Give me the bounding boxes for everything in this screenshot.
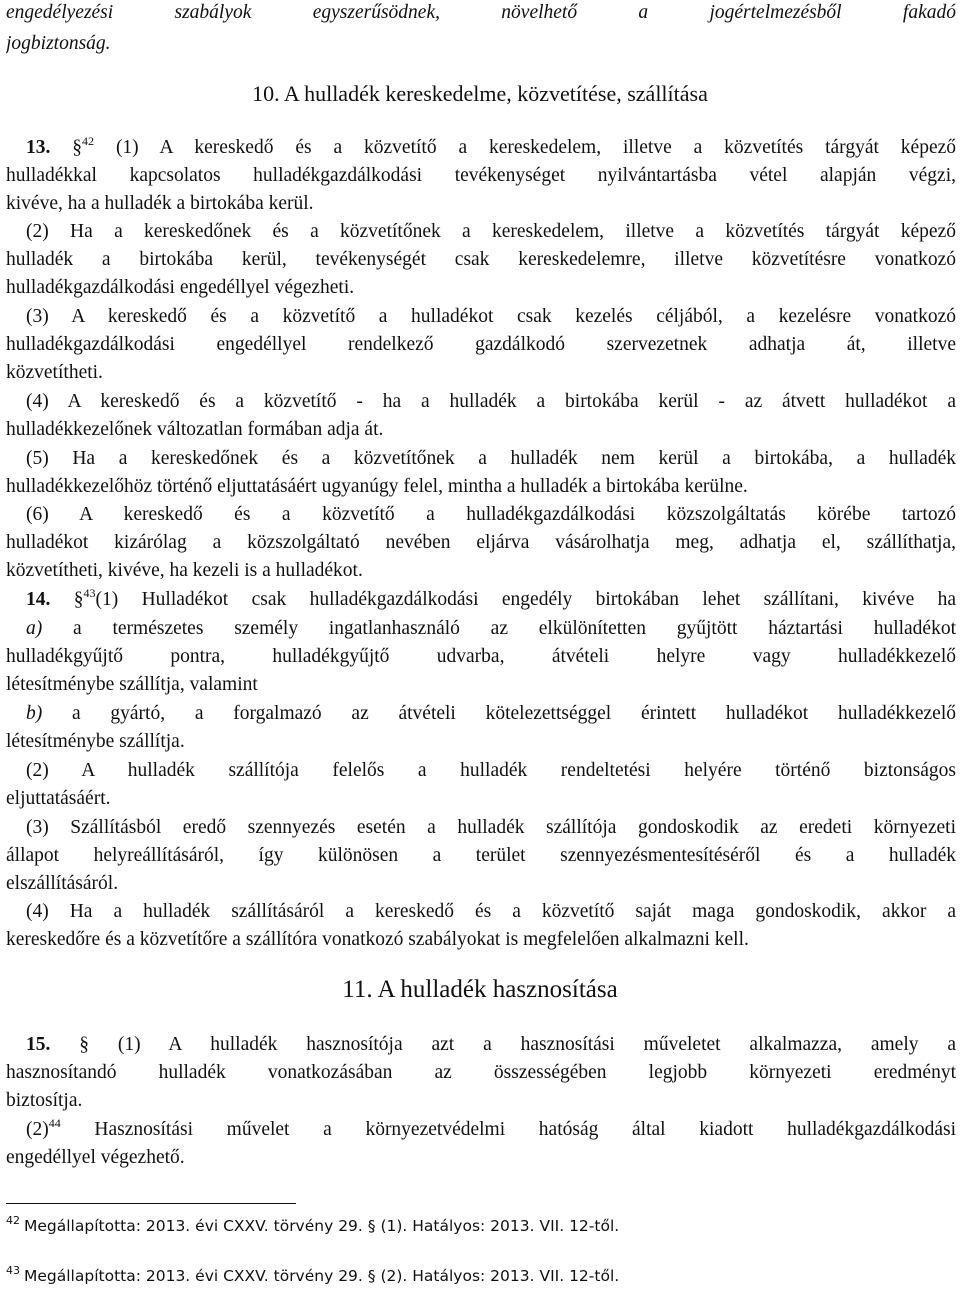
footnote-ref-43[interactable]: 43 xyxy=(83,587,96,600)
s15-p2-text: Hasznosítási művelet a környezetvédelmi hatóság által kiadott hulladékgazdálkodási xyxy=(94,1119,956,1140)
chapter-11-heading: 11. A hulladék hasznosítása xyxy=(342,976,618,1003)
s14-a-line-3: létesítménybe szállítja, valamint xyxy=(6,674,258,695)
s14-b-line-1 xyxy=(26,701,956,727)
carryover-line-1: engedélyezési szabályok egyszerűsödnek, növelhető a jogértelmezésből fakadó xyxy=(6,2,956,23)
s14-a-line-2: hulladékgyűjtő pontra, hulladékgyűjtő udvarba, átvételi helyre vagy hulladékkezelő xyxy=(6,646,956,667)
s15-p1-line-1 xyxy=(26,1032,956,1058)
s15-p1-line-2: hasznosítandó hulladék vonatkozásában az összességében legjobb környezeti eredményt xyxy=(6,1062,956,1083)
footnote-43 xyxy=(6,1266,956,1286)
s13-p6-line-2: hulladékot kizárólag a közszolgáltató nevében eljárva vásárolhatja meg, adhatja el, szállíthatja, xyxy=(6,532,956,553)
footnote-42 xyxy=(6,1216,956,1236)
s14-p2-line-1: (2) A hulladék szállítója felelős a hulladék rendeltetési helyére történő biztonságos xyxy=(26,760,956,781)
s13-p1-line-2: hulladékkal kapcsolatos hulladékgazdálkodási tevékenységet nyilvántartásba vétel alapján végzi, xyxy=(6,165,956,186)
footnote-ref-44[interactable]: 44 xyxy=(48,1117,61,1130)
s13-p1-text: (1) A kereskedő és a közvetítő a kereskedelem, illetve a közvetítés tárgyát képező xyxy=(115,137,956,158)
s15-p1-text: (1) A hulladék hasznosítója azt a hasznosítási műveletet alkalmazza, amely a xyxy=(117,1034,956,1055)
footnote-text: Megállapította: 2013. évi CXXV. törvény 29. § (1). Hatályos: 2013. VII. 12-től. xyxy=(24,1217,620,1235)
s13-p1-line-1 xyxy=(26,135,956,161)
s13-p6-line-3: közvetítheti, kivéve, ha kezeli is a hulladékot. xyxy=(6,560,363,581)
section-sign: § xyxy=(73,589,84,610)
s13-p4-line-1: (4) A kereskedő és a közvetítő - ha a hulladék a birtokába kerül - az átvett hulladékot a xyxy=(26,391,956,412)
s14-p3-line-3: elszállításáról. xyxy=(6,873,119,894)
s15-p2-line-2: engedéllyel végezhető. xyxy=(6,1147,185,1168)
s13-p5-line-2: hulladékkezelőhöz történő eljuttatásáért ugyanúgy felel, mintha a hulladék a birtokába kerülne. xyxy=(6,476,748,497)
s13-p2-line-1: (2) Ha a kereskedőnek és a közvetítőnek a kereskedelem, illetve a közvetítés tárgyát képező xyxy=(26,221,956,242)
chapter-10-heading: 10. A hulladék kereskedelme, közvetítése, szállítása xyxy=(252,81,708,106)
s13-p3-line-2: hulladékgazdálkodási engedéllyel rendelkező gazdálkodó szervezetnek adhatja át, illetve xyxy=(6,334,956,355)
s15-p2-line-1 xyxy=(26,1117,956,1143)
s14-number: 14. xyxy=(26,589,51,610)
s14-p1-text: (1) Hulladékot csak hulladékgazdálkodási engedély birtokában lehet szállítani, kivéve ha xyxy=(95,589,956,610)
s14-p3-line-1: (3) Szállításból eredő szennyezés esetén a hulladék szállítója gondoskodik az eredeti környezeti xyxy=(26,817,956,838)
item-b-text: a gyártó, a forgalmazó az átvételi kötelezettséggel érintett hulladékot hulladékkezelő xyxy=(72,703,956,724)
s14-p4-line-1: (4) Ha a hulladék szállításáról a kereskedő és a közvetítő saját maga gondoskodik, akkor a xyxy=(26,901,956,922)
s14-p3-line-2: állapot helyreállításáról, így különösen a terület szennyezésmentesítéséről és a hulladék xyxy=(6,845,956,866)
footnote-ref-42[interactable]: 42 xyxy=(82,135,95,148)
s13-p2-line-3: hulladékgazdálkodási engedéllyel végezheti. xyxy=(6,277,355,298)
s14-p4-line-2: kereskedőre és a közvetítőre a szállítóra vonatkozó szabályokat is megfelelően alkalmazni kell. xyxy=(6,929,749,950)
s15-p2-lead: (2) xyxy=(26,1119,49,1140)
s13-p6-line-1: (6) A kereskedő és a közvetítő a hulladékgazdálkodási közszolgáltatás körébe tartozó xyxy=(26,504,956,525)
s13-p3-line-3: közvetítheti. xyxy=(6,362,103,383)
s13-number: 13. xyxy=(26,137,51,158)
item-a-text: a természetes személy ingatlanhasználó az elkülönítetten gyűjtött háztartási hulladékot xyxy=(73,618,956,639)
footnote-number: 42 xyxy=(6,1214,20,1227)
s13-p3-line-1: (3) A kereskedő és a közvetítő a hulladékot csak kezelés céljából, a kezelésre vonatkozó xyxy=(26,306,956,327)
s13-p4-line-2: hulladékkezelőnek változatlan formában adja át. xyxy=(6,419,384,440)
s14-b-line-2: létesítménybe szállítja. xyxy=(6,731,185,752)
s13-p5-line-1: (5) Ha a kereskedőnek és a közvetítőnek a hulladék nem kerül a birtokába, a hulladék xyxy=(26,448,956,469)
footnote-text: Megállapította: 2013. évi CXXV. törvény 29. § (2). Hatályos: 2013. VII. 12-től. xyxy=(24,1267,620,1285)
item-b-mark: b) xyxy=(26,703,43,724)
footnote-number: 43 xyxy=(6,1264,20,1277)
s14-p2-line-2: eljuttatásáért. xyxy=(6,788,111,809)
s14-a-line-1 xyxy=(26,616,956,642)
section-sign: § xyxy=(79,1034,89,1055)
carryover-line-2: jogbiztonság. xyxy=(6,33,111,54)
item-a-mark: a) xyxy=(26,618,43,639)
section-sign: § xyxy=(72,137,83,158)
s14-p1-line-1 xyxy=(26,587,956,613)
footnote-separator xyxy=(6,1203,296,1204)
s15-p1-line-3: biztosítja. xyxy=(6,1090,83,1111)
s13-p2-line-2: hulladék a birtokába kerül, tevékenységét csak kereskedelemre, illetve közvetítésre vonatkozó xyxy=(6,249,956,270)
s15-number: 15. xyxy=(26,1034,51,1055)
s13-p1-line-3: kivéve, ha a hulladék a birtokába kerül. xyxy=(6,193,314,214)
